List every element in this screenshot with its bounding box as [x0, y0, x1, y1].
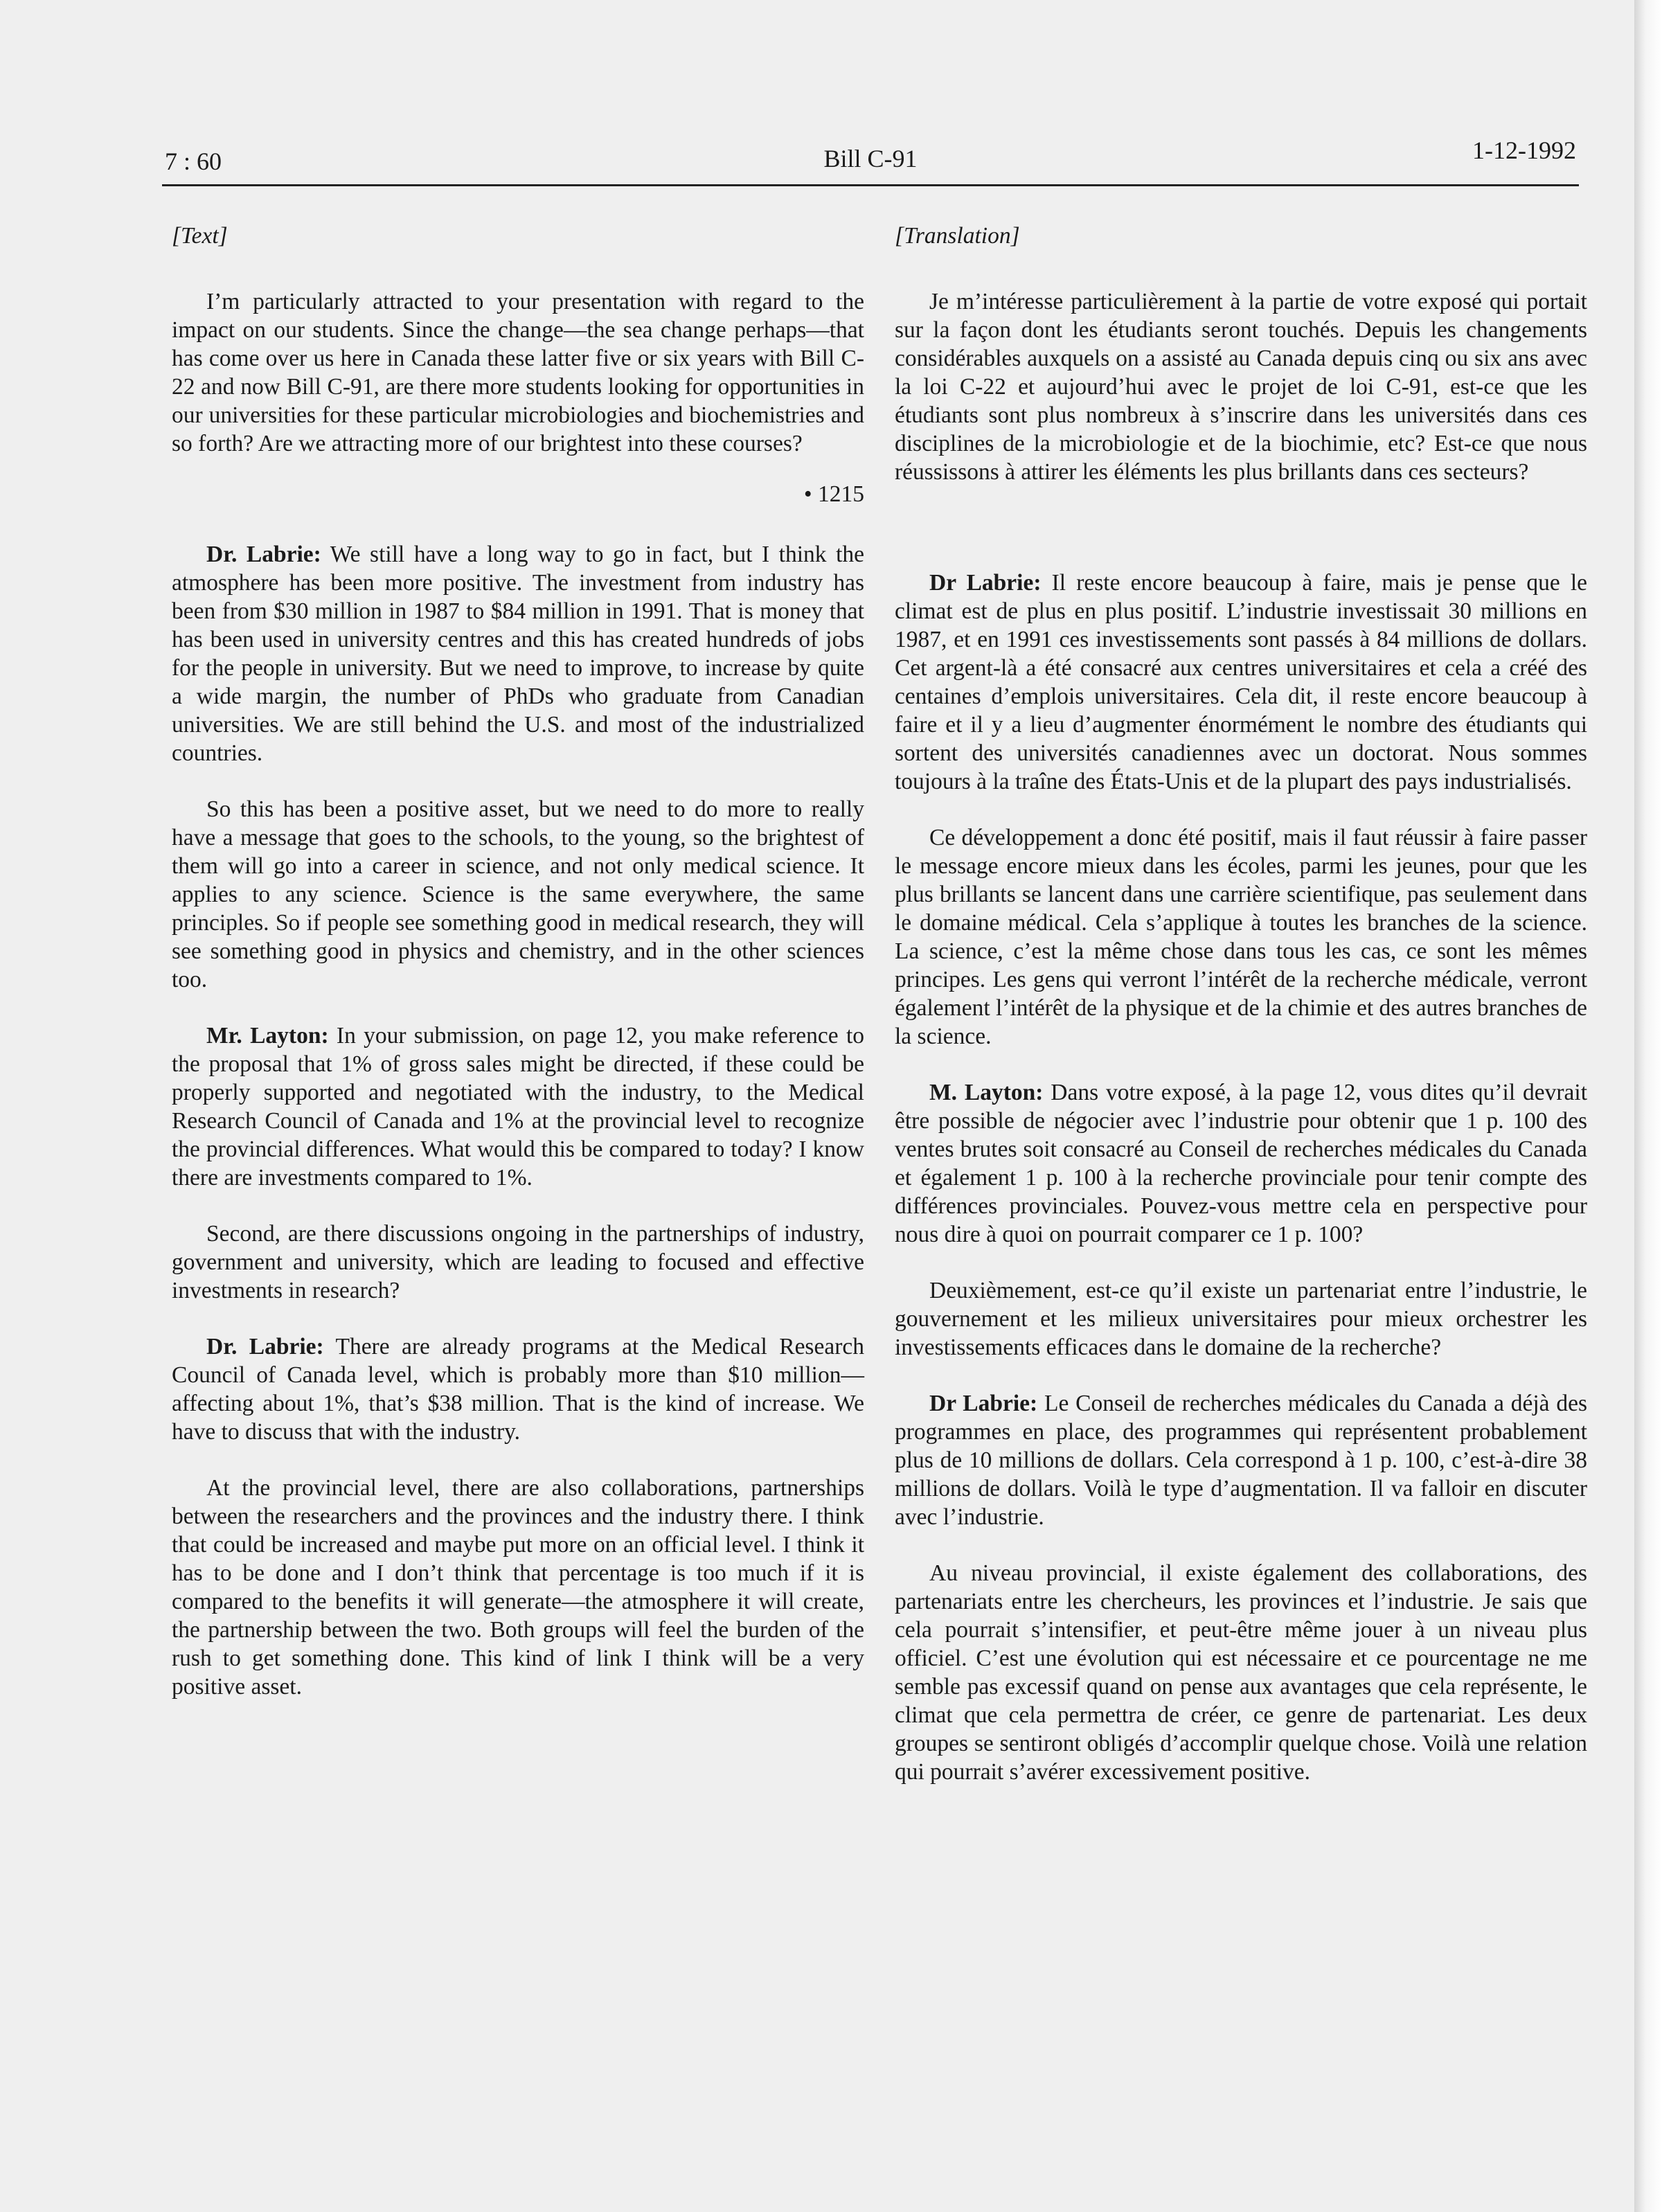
- paragraph: [895, 1078, 1587, 1249]
- timestamp: • 1215: [803, 481, 864, 507]
- speech-text: Dans votre exposé, à la page 12, vous dites qu’il devrait être possible de négocier avec l’industrie pour obtenir que 1 p. 100 des ventes brutes soit consacré au Conseil de recherches médicales du Canada et également 1 p. 100 à la recherche provinciale pour tenir compte des différences provinciales. Pouvez-vous mettre cela en perspective pour nous dire à quoi on pourrait comparer ce 1 p. 100?: [895, 1080, 1588, 1247]
- paragraph: Au niveau provincial, il existe également des collaborations, des partenariats entre les chercheurs, les provinces et l’industrie. Je sais que cela pourrait s’intensifier, et peut-être même jouer à un niveau plus officiel. C’est une évolution qui est nécessaire et ce pourcentage ne me semble pas excessif quand on pense aux avantages que cela représente, le climat que cela permettra de créer, ce genre de partenariat. Les deux groupes se sentiront obligés d’accomplir quelque chose. Voilà une relation qui pourrait s’avérer excessivement positive.: [895, 1560, 1587, 1785]
- page-header: [162, 136, 1579, 186]
- bill-title: Bill C-91: [823, 145, 918, 172]
- speaker-name: M. Layton:: [929, 1080, 1044, 1105]
- english-column: [172, 222, 864, 1729]
- translation-label: [Translation]: [895, 223, 1020, 249]
- speaker-name: Dr. Labrie:: [206, 1334, 324, 1359]
- speaker-name: Mr. Layton:: [206, 1023, 329, 1049]
- speaker-name: Dr. Labrie:: [206, 542, 321, 567]
- paragraph: Deuxièmement, est-ce qu’il existe un partenariat entre l’industrie, le gouvernement et les milieux universitaires pour mieux orchestrer les investissements efficaces dans le domaine de la recherche?: [895, 1278, 1587, 1360]
- french-column: [895, 222, 1587, 1814]
- paragraph: I’m particularly attracted to your presentation with regard to the impact on our students. Since the change—the sea change perhaps—that has come over us here in Canada these latter five or six years with Bill C-22 and now Bill C-91, are there more students looking for opportunities in our universities for these particular microbiologies and biochemistries and so forth? Are we attracting more of our brightest into these courses?: [172, 289, 864, 456]
- paragraph: Second, are there discussions ongoing in the partnerships of industry, government and university, which are leading to focused and effective investments in research?: [172, 1221, 864, 1303]
- speech-text: Il reste encore beaucoup à faire, mais je pense que le climat est de plus en plus positif. L’industrie investissait 30 millions en 1987, et en 1991 ces investissements sont passés à 84 millions de dollars. Cet argent-là a été consacré aux centres universitaires et cela a créé des centaines d’emplois universitaires. Cela dit, il reste encore beaucoup à faire et il y a lieu d’augmenter énormément le nombre des étudiants qui sortent des universités canadiennes avec un doctorat. Nous sommes toujours à la traîne des États-Unis et de la plupart des pays industrialisés.: [895, 570, 1588, 794]
- speech-text: We still have a long way to go in fact, but I think the atmosphere has been more positive. The investment from industry has been from $30 million in 1987 to $84 million in 1991. That is money that has been used in university centres and this has created hundreds of jobs for the people in university. But we need to improve, to increase by quite a wide margin, the number of PhDs who graduate from Canadian universities. We are still behind the U.S. and most of the industrialized countries.: [172, 542, 864, 766]
- speaker-name: Dr Labrie:: [929, 570, 1042, 596]
- paragraph: [172, 1332, 864, 1446]
- page-edge: [1634, 0, 1662, 2212]
- page-date: 1-12-1992: [1472, 136, 1576, 164]
- paragraph: [895, 1389, 1587, 1531]
- speech-text: There are already programs at the Medical Research Council of Canada level, which is probably more than $10 million—affecting about 1%, that’s $38 million. That is the kind of increase. We have to discuss that with the industry.: [172, 1334, 864, 1445]
- paragraph: [895, 569, 1587, 796]
- paragraph: [172, 540, 864, 767]
- paragraph: At the provincial level, there are also collaborations, partnerships between the researchers and the provinces and the industry there. I think that could be increased and maybe put more on an official level. I think it has to be done and I don’t think that percentage is too much if it is compared to the benefits it will generate—the atmosphere it will create, the partnership between the two. Both groups will feel the burden of the rush to get something done. This kind of link I think will be a very positive asset.: [172, 1475, 864, 1700]
- speech-text: Le Conseil de recherches médicales du Canada a déjà des programmes en place, des programmes qui représentent probablement plus de 10 millions de dollars. Cela correspond à 1 p. 100, c’est-à-dire 38 millions de dollars. Voilà le type d’augmentation. Il va falloir en discuter avec l’industrie.: [895, 1391, 1587, 1530]
- text-label: [Text]: [172, 223, 228, 249]
- speaker-name: Dr Labrie:: [929, 1391, 1038, 1416]
- paragraph: So this has been a positive asset, but we need to do more to really have a message that goes to the schools, to the young, so the brightest of them will go into a career in science, and not only medical science. It applies to any science. Science is the same everywhere, the same principles. So if people see something good in medical research, they will see something good in physics and chemistry, and in the other sciences too.: [172, 796, 864, 992]
- paragraph: Ce développement a donc été positif, mais il faut réussir à faire passer le message encore mieux dans les écoles, parmi les jeunes, pour que les plus brillants se lancent dans une carrière scientifique, pas seulement dans le domaine médical. Cela s’applique à toutes les branches de la science. La science, c’est la même chose dans tous les cas, ce sont les mêmes principes. Les gens qui verront l’intérêt de la recherche médicale, verront également l’intérêt de la physique et de la chimie et des autres branches de la science.: [895, 825, 1587, 1049]
- paragraph: [172, 1022, 864, 1192]
- speech-text: In your submission, on page 12, you make reference to the proposal that 1% of gross sales might be directed, if these could be properly supported and negotiated with the industry, to the Medical Research Council of Canada and 1% at the provincial level to recognize the provincial differences. What would this be compared to today? I know there are investments compared to 1%.: [172, 1023, 865, 1190]
- paragraph: Je m’intéresse particulièrement à la partie de votre exposé qui portait sur la façon dont les étudiants seront touchés. Depuis les changements considérables auxquels on a assisté au Canada depuis cinq ou six ans avec la loi C-22 et aujourd’hui avec le projet de loi C-91, est-ce que les étudiants sont plus nombreux à s’inscrire dans les universités dans ces disciplines de la microbiologie et de la biochimie, etc? Est-ce que nous réussissons à attirer les éléments les plus brillants dans ces secteurs?: [895, 289, 1587, 485]
- timestamp-spacer: [895, 508, 1587, 537]
- page-number: 7 : 60: [165, 148, 222, 175]
